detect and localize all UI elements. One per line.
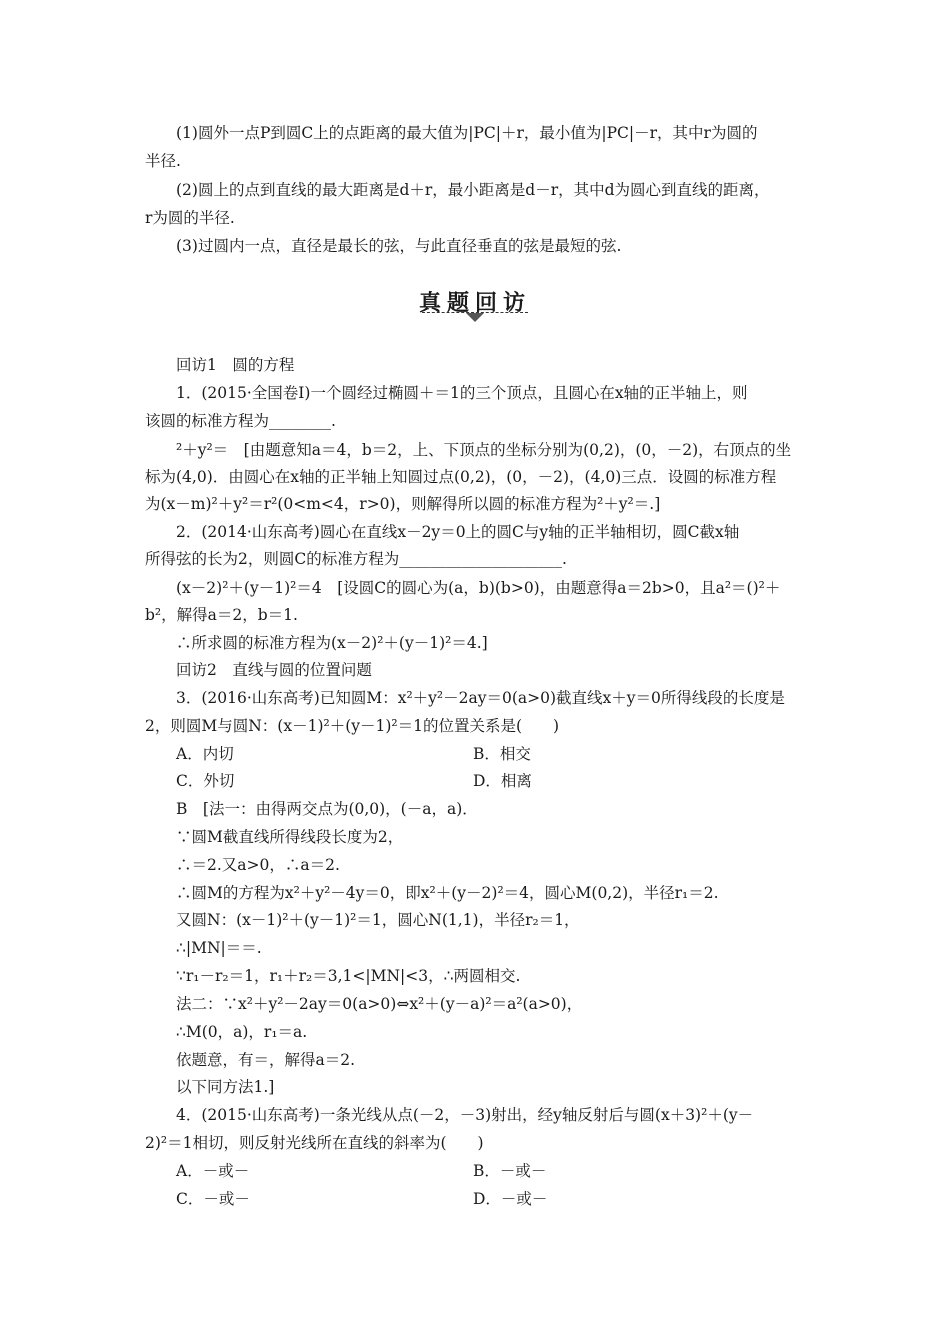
answer-1-line-1: ²＋y²＝ [由题意知a＝4，b＝2，上、下顶点的坐标分别为(0,2)，(0，－2)，右顶点的坐 [176, 441, 792, 459]
summary-item-1-line-1: (1)圆外一点P到圆C上的点距离的最大值为|PC|＋r，最小值为|PC|－r，其中r为圆的 [176, 124, 758, 142]
section-title: 真题回访 [418, 291, 531, 316]
question-3-option-c: C．外切 [176, 772, 235, 790]
question-4-option-d: D．－或－ [473, 1190, 548, 1208]
answer-2-line-1: (x－2)²＋(y－1)²＝4 [设圆C的圆心为(a，b)(b>0)，由题意得a＝2b>0，且a²＝()²＋ [176, 579, 781, 597]
question-2-line-2: 所得弦的长为2，则圆C的标准方程为_____________________. [145, 550, 567, 568]
question-4-option-a: A．－或－ [176, 1162, 250, 1180]
answer-2-line-2: b²，解得a＝2，b＝1. [145, 606, 298, 624]
question-4-line-2: 2)²＝1相切，则反射光线所在直线的斜率为( ) [145, 1134, 484, 1152]
question-1-line-1: 1．(2015·全国卷Ⅰ)一个圆经过椭圆＋＝1的三个顶点，且圆心在x轴的正半轴上，则 [176, 384, 748, 402]
summary-item-2-line-2: r为圆的半径. [145, 209, 235, 227]
question-4-option-c: C．－或－ [176, 1190, 250, 1208]
question-3-option-b: B．相交 [473, 745, 531, 763]
solution-3-line-5: 又圆N：(x－1)²＋(y－1)²＝1，圆心N(1,1)，半径r₂＝1， [176, 911, 580, 929]
question-1-line-2: 该圆的标准方程为________. [145, 412, 336, 430]
triangle-down-icon [466, 313, 484, 322]
summary-item-1-line-2: 半径. [145, 152, 181, 170]
question-3-line-2: 2，则圆M与圆N：(x－1)²＋(y－1)²＝1的位置关系是( ) [145, 717, 560, 735]
solution-3-line-4: ∴圆M的方程为x²＋y²－4y＝0，即x²＋(y－2)²＝4，圆心M(0,2)，半径r₁＝2. [176, 884, 719, 902]
topic-heading-2: 回访2 直线与圆的位置问题 [176, 661, 372, 679]
answer-1-line-2: 标为(4,0)．由圆心在x轴的正半轴上知圆过点(0,2)，(0，－2)，(4,0)三点．设圆的标准方程 [145, 468, 777, 486]
solution-3-line-9: ∴M(0，a)，r₁＝a. [176, 1023, 308, 1041]
solution-3-line-3: ∴＝2.又a>0，∴a＝2. [176, 856, 340, 874]
solution-3-line-1: B [法一：由得两交点为(0,0)，(－a，a)． [176, 800, 478, 818]
solution-3-line-10: 依题意，有＝，解得a＝2. [176, 1051, 356, 1069]
solution-3-line-8: 法二：∵x²＋y²－2ay＝0(a>0)⇔x²＋(y－a)²＝a²(a>0)， [176, 995, 583, 1013]
question-3-option-d: D．相离 [473, 772, 532, 790]
question-2-line-1: 2．(2014·山东高考)圆心在直线x－2y＝0上的圆C与y轴的正半轴相切，圆C截x轴 [176, 523, 740, 541]
solution-3-line-11: 以下同方法1.] [176, 1078, 275, 1096]
summary-item-3: (3)过圆内一点，直径是最长的弦，与此直径垂直的弦是最短的弦. [176, 237, 622, 255]
solution-3-line-6: ∴|MN|＝＝. [176, 939, 262, 957]
answer-2-line-3: ∴所求圆的标准方程为(x－2)²＋(y－1)²＝4.] [176, 634, 488, 652]
question-3-line-1: 3．(2016·山东高考)已知圆M：x²＋y²－2ay＝0(a>0)截直线x＋y＝0所得线段的长度是 [176, 689, 785, 707]
summary-item-2-line-1: (2)圆上的点到直线的最大距离是d＋r，最小距离是d－r，其中d为圆心到直线的距离， [176, 181, 770, 199]
solution-3-line-7: ∵r₁－r₂＝1，r₁＋r₂＝3,1<|MN|<3，∴两圆相交. [176, 967, 521, 985]
topic-heading-1: 回访1 圆的方程 [176, 356, 295, 374]
solution-3-line-2: ∵圆M截直线所得线段长度为2， [176, 828, 404, 846]
question-4-option-b: B．－或－ [473, 1162, 547, 1180]
question-3-option-a: A．内切 [176, 745, 234, 763]
answer-1-line-3: 为(x－m)²＋y²＝r²(0<m<4，r>0)，则解得所以圆的标准方程为²＋y²＝.] [145, 495, 661, 513]
question-4-line-1: 4．(2015·山东高考)一条光线从点(－2，－3)射出，经y轴反射后与圆(x＋3)²＋(y－ [176, 1106, 754, 1124]
